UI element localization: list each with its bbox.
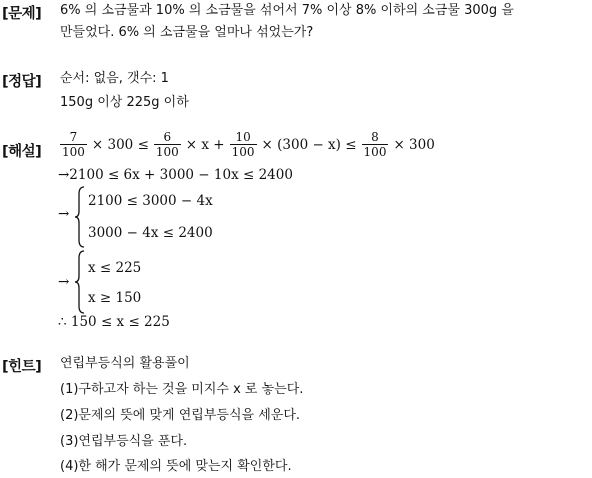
system-1-line-1: 2100 ≤ 3000 − 4x [88, 193, 213, 209]
hint-title: 연립부등식의 활용풀이 [60, 356, 190, 371]
hint-step-1: (1)구하고자 하는 것을 미지수 x 로 놓는다. [60, 382, 304, 397]
arrow-system-2: → [58, 274, 70, 290]
fraction-8-100: $\frac{8}{100}$ [363, 130, 387, 159]
problem-label: [문제] [2, 6, 42, 22]
system-2-line-1: x ≤ 225 [88, 260, 142, 276]
answer-range: 150g 이상 225g 이하 [60, 95, 189, 110]
left-brace-icon-2 [74, 250, 86, 314]
solution-conclusion: ∴ 150 ≤ x ≤ 225 [58, 314, 170, 330]
answer-label: [정답] [2, 74, 42, 90]
solution-equation-1: $\frac{7}{100}$ × 300 ≤ $\frac{6}{100}$ × x + $\frac{10}{100}$ × (300 − x) ≤ $\frac{8}{100}$ × 300 [62, 130, 435, 159]
hint-label: [힌트] [2, 359, 42, 375]
solution-equation-2: →2100 ≤ 6x + 3000 − 10x ≤ 2400 [58, 167, 293, 183]
arrow-system-1: → [58, 206, 70, 222]
system-2-line-2: x ≥ 150 [88, 290, 142, 306]
fraction-6-100: $\frac{6}{100}$ [155, 130, 179, 159]
solution-label: [해설] [2, 144, 42, 160]
hint-step-3: (3)연립부등식을 푼다. [60, 434, 188, 449]
fraction-10-100: $\frac{10}{100}$ [231, 130, 255, 159]
hint-step-2: (2)문제의 뜻에 맞게 연립부등식을 세운다. [60, 408, 301, 423]
system-1-line-2: 3000 − 4x ≤ 2400 [88, 225, 213, 241]
left-brace-icon-1 [74, 186, 86, 248]
problem-text-line2: 만들었다. 6% 의 소금물을 얼마나 섞었는가? [60, 25, 314, 40]
hint-step-4: (4)한 해가 문제의 뜻에 맞는지 확인한다. [60, 459, 292, 474]
problem-text-line1: 6% 의 소금물과 10% 의 소금물을 섞어서 7% 이상 8% 이하의 소금물 300g 을 [60, 3, 514, 18]
fraction-7-100: $\frac{7}{100}$ [62, 130, 85, 159]
answer-order-count: 순서: 없음, 갯수: 1 [60, 71, 169, 86]
